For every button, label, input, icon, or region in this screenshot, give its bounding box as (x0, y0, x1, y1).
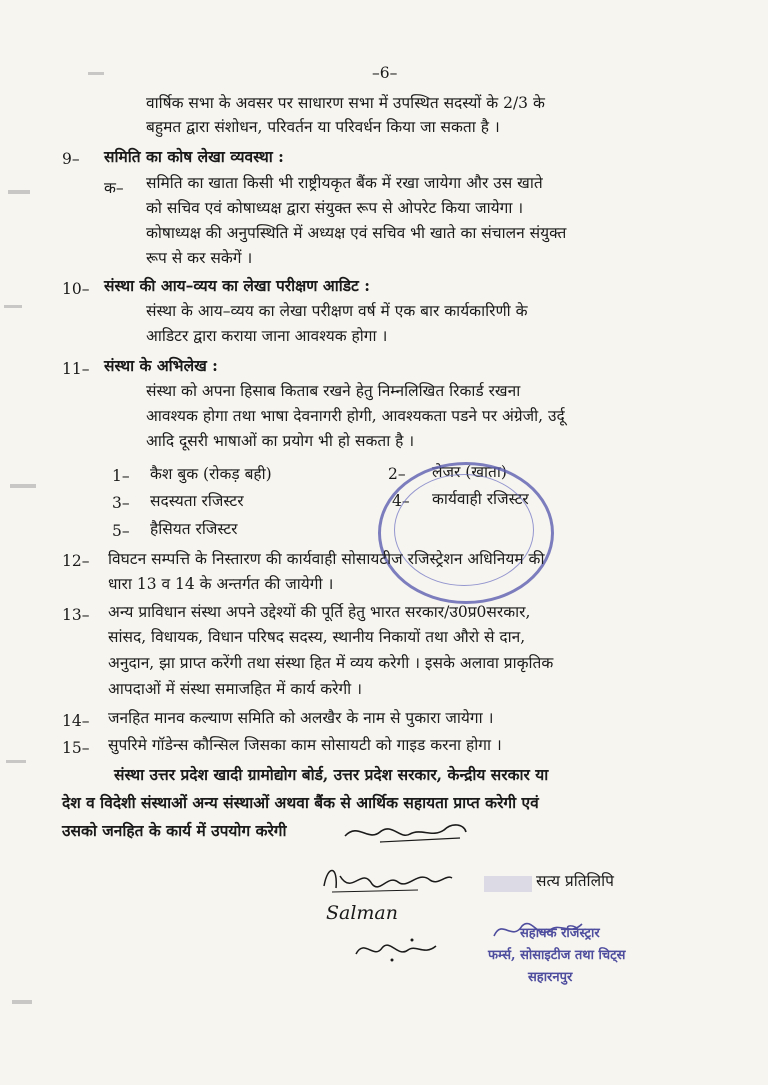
record-1-label: कैश बुक (रोकड़ बही) (150, 465, 272, 483)
section-9-number: 9– (62, 150, 80, 168)
section-11-line-1: संस्था को अपना हिसाब किताब रखने हेतु निम्नलिखित रिकार्ड रखना (146, 382, 521, 400)
record-3-label: सदस्यता रजिस्टर (150, 492, 244, 510)
section-11-heading: संस्था के अभिलेख : (104, 356, 218, 375)
scan-speck (6, 760, 26, 763)
closing-line-2: देश व विदेशी संस्थाओं अन्य संस्थाओं अथवा बैंक से आर्थिक सहायता प्राप्त करेगी एवं (62, 793, 539, 812)
record-4-number: 4– (392, 492, 410, 510)
page-number: –6– (372, 64, 398, 82)
signature-2 (318, 856, 458, 900)
stamp-line-1: सहायक रजिस्ट्रार (520, 926, 600, 941)
stamp-line-2: फर्म्स, सोसाइटीज तथा चिट्स (488, 948, 626, 963)
section-14-number: 14– (62, 712, 90, 730)
record-2-number: 2– (388, 465, 406, 483)
section-11-line-2: आवश्यक होगा तथा भाषा देवनागरी होगी, आवश्यकता पडने पर अंग्रेजी, उर्दू (146, 407, 565, 425)
section-13-number: 13– (62, 606, 90, 624)
section-9-line-2: को सचिव एवं कोषाध्यक्ष द्वारा संयुक्त रूप से ओपरेट किया जायेगा । (146, 199, 524, 217)
section-9-sub-marker: क– (104, 179, 124, 197)
record-4-label: कार्यवाही रजिस्टर (432, 490, 529, 508)
section-12-line-2: धारा 13 व 14 के अन्तर्गत की जायेगी । (108, 575, 334, 593)
section-10-heading: संस्था की आय–व्यय का लेखा परीक्षण आडिट : (104, 276, 370, 295)
record-1-number: 1– (112, 467, 130, 485)
intro-line-1: वार्षिक सभा के अवसर पर साधारण सभा में उपस्थित सदस्यों के 2/3 के (146, 94, 545, 112)
section-12-number: 12– (62, 552, 90, 570)
signature-1 (340, 812, 470, 852)
scan-speck (4, 305, 22, 308)
scan-speck (88, 72, 104, 75)
signature-3-text: Salman (326, 902, 399, 924)
section-9-line-3: कोषाध्यक्ष की अनुपस्थिति में अध्यक्ष एवं सचिव भी खाते का संचालन संयुक्त (146, 224, 567, 242)
section-11-number: 11– (62, 360, 90, 378)
intro-line-2: बहुमत द्वारा संशोधन, परिवर्तन या परिवर्धन किया जा सकता है । (146, 118, 500, 136)
closing-line-3: उसको जनहित के कार्य में उपयोग करेगी (62, 821, 287, 840)
section-11-line-3: आदि दूसरी भाषाओं का प्रयोग भी हो सकता है । (146, 432, 415, 450)
scan-speck (12, 1000, 32, 1004)
section-13-line-2: सांसद, विधायक, विधान परिषद सदस्य, स्थानीय निकायों तथा औरो से दान, (108, 628, 526, 646)
closing-line-1: संस्था उत्तर प्रदेश खादी ग्रामोद्योग बोर्ड, उत्तर प्रदेश सरकार, केन्द्रीय सरकार या (114, 765, 549, 784)
section-13-line-4: आपदाओं में संस्था समाजहित में कार्य करेगी । (108, 680, 362, 698)
section-13-line-1: अन्य प्राविधान संस्था अपने उद्देश्यों की पूर्ति हेतु भारत सरकार/उ0प्र0सरकार, (108, 603, 531, 621)
section-14-line-1: जनहित मानव कल्याण समिति को अलखैर के नाम से पुकारा जायेगा । (108, 709, 494, 727)
section-9-line-4: रूप से कर सकेगें । (146, 249, 253, 267)
record-5-label: हैसियत रजिस्टर (150, 520, 238, 538)
section-9-heading: समिति का कोष लेखा व्यवस्था : (104, 147, 284, 166)
scan-speck (10, 484, 36, 488)
section-13-line-3: अनुदान, झा प्राप्त करेंगी तथा संस्था हित में व्यय करेगी । इसके अलावा प्राकृतिक (108, 654, 554, 672)
record-3-number: 3– (112, 494, 130, 512)
signature-4 (352, 932, 442, 966)
record-2-label: लेजर (खाता) (432, 463, 507, 481)
section-10-number: 10– (62, 280, 90, 298)
section-10-line-1: संस्था के आय–व्यय का लेखा परीक्षण वर्ष में एक बार कार्यकारिणी के (146, 302, 528, 320)
round-stamp-inner-ring (394, 474, 534, 586)
section-12-line-1: विघटन सम्पत्ति के निस्तारण की कार्यवाही सोसायटीज रजिस्ट्रेशन अधिनियम की (108, 550, 545, 568)
faint-stamp-mark (484, 876, 532, 892)
true-copy-label: सत्य प्रतिलिपि (536, 872, 614, 890)
section-10-line-2: आडिटर द्वारा कराया जाना आवश्यक होगा । (146, 327, 388, 345)
record-5-number: 5– (112, 522, 130, 540)
section-15-number: 15– (62, 739, 90, 757)
section-15-line-1: सुपरिमे गॉडेन्स कौन्सिल जिसका काम सोसायटी को गाइड करना होगा । (108, 736, 502, 754)
scan-speck (8, 190, 30, 194)
stamp-line-3: सहारनपुर (528, 970, 573, 985)
section-9-line-1: समिति का खाता किसी भी राष्ट्रीयकृत बैंक में रखा जायेगा और उस खाते (146, 174, 543, 192)
